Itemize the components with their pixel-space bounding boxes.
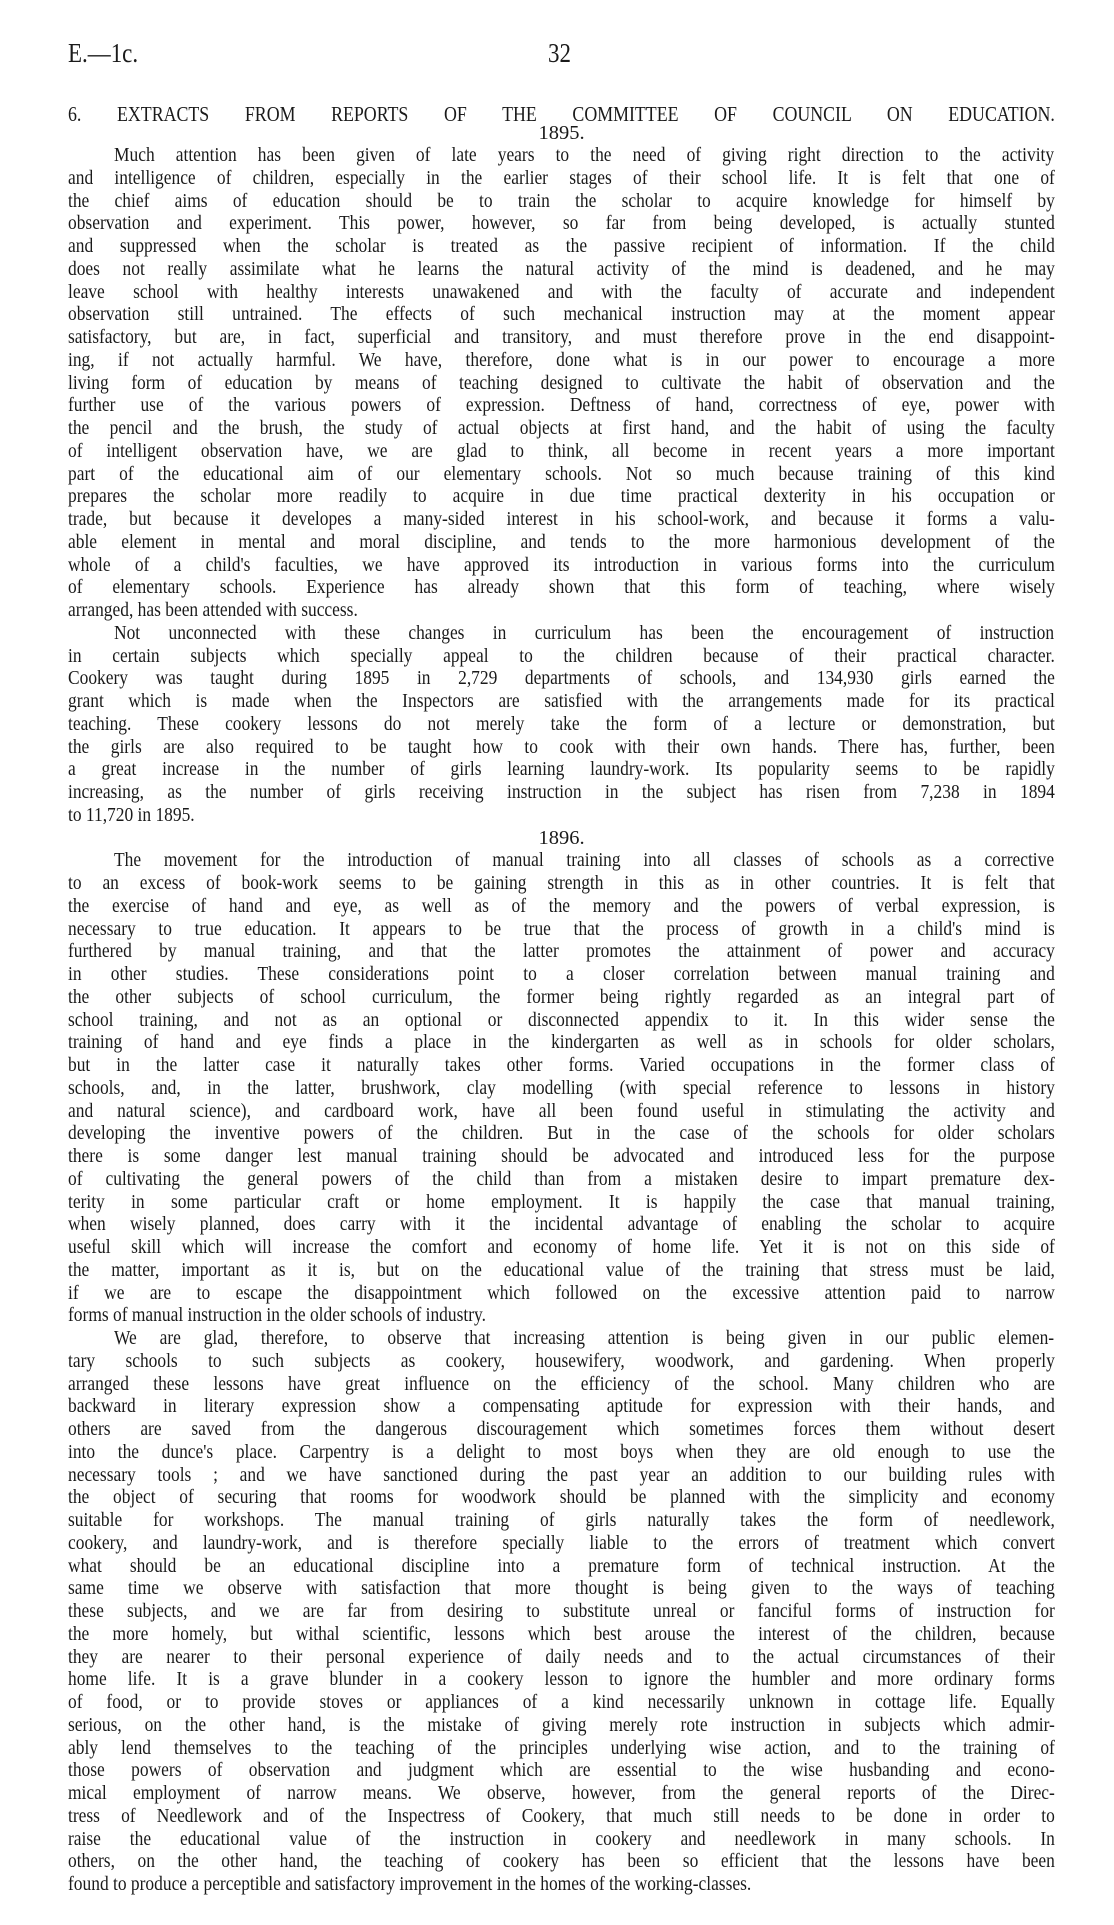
text-line <box>68 326 1055 349</box>
text-line <box>68 1600 1055 1623</box>
text-line-content: those powers of observation and judgment which are essential to the wise husbanding and econo- <box>68 1759 1055 1782</box>
text-line <box>68 1395 1055 1418</box>
text-line <box>68 1759 1055 1782</box>
text-line <box>68 1714 1055 1737</box>
text-line <box>68 508 1055 531</box>
text-line-content: the exercise of hand and eye, as well as of the memory and the powers of verbal expression, is <box>68 894 1055 917</box>
text-line <box>68 1100 1055 1123</box>
text-line <box>68 463 1055 486</box>
text-line-content: tress of Needlework and of the Inspectress of Cookery, that much still needs to be done in order to <box>68 1804 1055 1827</box>
text-line-content: to 11,720 in 1895. <box>68 803 195 826</box>
text-line <box>68 1418 1055 1441</box>
text-line <box>68 144 1055 167</box>
text-line <box>68 758 1055 781</box>
text-line-content: and suppressed when the scholar is treated as the passive recipient of information. If the child <box>68 235 1055 257</box>
text-line-content: a great increase in the number of girls learning laundry-work. Its popularity seems to be rapidly <box>68 758 1055 781</box>
text-line <box>68 804 1055 827</box>
text-line <box>68 167 1055 190</box>
text-line <box>68 576 1055 599</box>
text-line <box>68 645 1055 668</box>
text-line <box>68 1850 1055 1873</box>
text-line-content: whole of a child's faculties, we have approved its introduction in various forms into the curriculum <box>68 553 1055 576</box>
text-line-content: necessary to true education. It appears to be true that the process of growth in a child's mind is <box>68 917 1055 940</box>
text-line-content: increasing, as the number of girls receiving instruction in the subject has risen from 7,238 in 1894 <box>68 781 1055 803</box>
text-line-content: does not really assimilate what he learns the natural activity of the mind is deadened, and he may <box>68 257 1055 280</box>
document-reference: E.—1c. <box>68 38 139 68</box>
text-line-content: necessary tools ; and we have sanctioned during the past year an addition to our building rules with <box>68 1463 1055 1486</box>
text-line-content: of food, or to provide stoves or appliances of a kind necessarily unknown in cottage life. Equally <box>68 1691 1055 1713</box>
section-title-text: 6. EXTRACTS FROM REPORTS OF THE COMMITTEE OF COUNCIL ON EDUCATION. <box>68 102 1055 126</box>
text-line <box>68 349 1055 372</box>
text-line-content: suitable for workshops. The manual training of girls naturally takes the form of needlework, <box>68 1509 1055 1531</box>
text-line-content: of cultivating the general powers of the child than from a mistaken desire to impart premature dex- <box>68 1167 1055 1190</box>
text-line <box>68 212 1055 235</box>
text-line <box>68 1282 1055 1305</box>
text-line <box>68 1031 1055 1054</box>
text-line <box>68 1304 1055 1327</box>
text-line <box>68 1623 1055 1646</box>
text-line-content: school training, and not as an optional or disconnected appendix to it. In this wider sense the <box>68 1008 1055 1031</box>
text-line-content: furthered by manual training, and that the latter promotes the attainment of power and accuracy <box>68 940 1055 963</box>
text-line <box>68 258 1055 281</box>
text-line <box>68 1236 1055 1259</box>
text-line-content: leave school with healthy interests unawakened and with the faculty of accurate and independent <box>68 280 1055 303</box>
text-line <box>68 1828 1055 1851</box>
text-line <box>68 1168 1055 1191</box>
text-line <box>68 781 1055 804</box>
text-line <box>68 599 1055 622</box>
text-line-content: of elementary schools. Experience has already shown that this form of teaching, where wisely <box>68 576 1055 599</box>
text-line-content: prepares the scholar more readily to acquire in due time practical dexterity in his occupation or <box>68 485 1055 508</box>
text-line-content: useful skill which will increase the comfort and economy of home life. Yet it is not on this side of <box>68 1236 1055 1258</box>
text-line-content: tary schools to such subjects as cookery, housewifery, woodwork, and gardening. When properly <box>68 1349 1055 1372</box>
text-line <box>68 963 1055 986</box>
text-line-content: further use of the various powers of expression. Deftness of hand, correctness of eye, power with <box>68 394 1055 417</box>
text-line <box>68 872 1055 895</box>
text-line <box>68 986 1055 1009</box>
text-line-content: if we are to escape the disappointment which followed on the excessive attention paid to narrow <box>68 1281 1055 1304</box>
text-line-content: the more homely, but withal scientific, lessons which best arouse the interest of the children, because <box>68 1622 1055 1645</box>
text-line-content: terity in some particular craft or home employment. It is happily the case that manual training, <box>68 1190 1055 1213</box>
text-line-content: the chief aims of education should be to train the scholar to acquire knowledge for himself by <box>68 189 1055 212</box>
year-heading-1896: 1896. <box>538 826 585 849</box>
text-line <box>68 190 1055 213</box>
text-line-content: serious, on the other hand, is the mistake of giving merely rote instruction in subjects which admir- <box>68 1713 1055 1736</box>
text-line-content: the pencil and the brush, the study of actual objects at first hand, and the habit of using the faculty <box>68 417 1055 439</box>
text-line-content: they are nearer to their personal experience of daily needs and to the actual circumstances of their <box>68 1645 1055 1668</box>
text-line <box>68 1145 1055 1168</box>
text-line-content: there is some danger lest manual training should be advocated and introduced less for the purpose <box>68 1145 1055 1167</box>
text-line-content: Much attention has been given of late years to the need of giving right direction to the activity <box>114 144 1055 166</box>
text-line-content: ably lend themselves to the teaching of the principles underlying wise action, and to the training of <box>68 1736 1055 1759</box>
text-line <box>68 1213 1055 1236</box>
text-line-content: We are glad, therefore, to observe that increasing attention is being given in our public elemen- <box>114 1327 1055 1349</box>
text-line <box>68 1691 1055 1714</box>
text-line <box>68 1327 1055 1350</box>
text-line-content: when wisely planned, does carry with it the incidental advantage of enabling the scholar to acquire <box>68 1213 1055 1236</box>
text-line-content: same time we observe with satisfaction that more thought is being given to the ways of teaching <box>68 1577 1055 1600</box>
text-line <box>68 1509 1055 1532</box>
text-line-content: in certain subjects which specially appeal to the children because of their practical character. <box>68 644 1055 667</box>
text-line-content: mical employment of narrow means. We observe, however, from the general reports of the Direc- <box>68 1782 1055 1804</box>
text-line-content: observation and experiment. This power, however, so far from being developed, is actually stunted <box>68 212 1055 235</box>
text-line-content: Not unconnected with these changes in curriculum has been the encouragement of instruction <box>114 621 1055 644</box>
text-line <box>68 1350 1055 1373</box>
text-line <box>68 485 1055 508</box>
text-line <box>68 1077 1055 1100</box>
text-line <box>68 1441 1055 1464</box>
text-line-content: The movement for the introduction of manual training into all classes of schools as a corrective <box>114 849 1055 872</box>
text-line <box>68 554 1055 577</box>
text-line <box>68 690 1055 713</box>
text-line <box>68 1486 1055 1509</box>
text-line-content: these subjects, and we are far from desiring to substitute unreal or fanciful forms of instruction for <box>68 1600 1055 1622</box>
text-line <box>68 1009 1055 1032</box>
text-line-content: teaching. These cookery lessons do not merely take the form of a lecture or demonstration, but <box>68 712 1055 735</box>
paragraph <box>68 849 1055 1327</box>
text-line-content: arranged these lessons have great influence on the efficiency of the school. Many children who are <box>68 1372 1055 1395</box>
text-line <box>68 394 1055 417</box>
text-line <box>68 622 1055 645</box>
text-line <box>68 895 1055 918</box>
text-line-content: arranged, has been attended with success. <box>68 599 358 621</box>
text-line-content: into the dunce's place. Carpentry is a delight to most boys when they are old enough to use the <box>68 1440 1055 1463</box>
text-line-content: able element in mental and moral discipline, and tends to the more harmonious development of the <box>68 530 1055 553</box>
text-line-content: schools, and, in the latter, brushwork, clay modelling (with special reference to lessons in history <box>68 1076 1055 1099</box>
paragraph <box>68 144 1055 622</box>
paragraph <box>68 1327 1055 1896</box>
text-line-content: of intelligent observation have, we are glad to think, all become in recent years a more important <box>68 439 1055 462</box>
text-line-content: forms of manual instruction in the older schools of industry. <box>68 1304 486 1327</box>
text-line <box>68 1737 1055 1760</box>
text-line <box>68 440 1055 463</box>
text-line-content: the matter, important as it is, but on the educational value of the training that stress must be laid, <box>68 1258 1055 1281</box>
paragraph <box>68 622 1055 827</box>
text-line-content: what should be an educational discipline into a premature form of technical instruction. At the <box>68 1554 1055 1577</box>
text-line <box>68 849 1055 872</box>
text-line-content: the girls are also required to be taught how to cook with their own hands. There has, further, been <box>68 735 1055 758</box>
text-line-content: developing the inventive powers of the children. But in the case of the schools for older scholars <box>68 1122 1055 1145</box>
page-number: 32 <box>548 38 571 68</box>
text-line-content: to an excess of book-work seems to be gaining strength in this as in other countries. It is felt that <box>68 872 1055 894</box>
text-line-content: backward in literary expression show a compensating aptitude for expression with their hands, and <box>68 1395 1055 1418</box>
text-line-content: living form of education by means of teaching designed to cultivate the habit of observation and the <box>68 371 1055 394</box>
text-line-content: found to produce a perceptible and satisfactory improvement in the homes of the working-classes. <box>68 1873 752 1895</box>
text-line-content: home life. It is a grave blunder in a cookery lesson to ignore the humbler and more ordinary forms <box>68 1668 1055 1691</box>
text-line-content: grant which is made when the Inspectors are satisfied with the arrangements made for its practical <box>68 690 1055 712</box>
text-line <box>68 1646 1055 1669</box>
text-line-content: but in the latter case it naturally takes other forms. Varied occupations in the former class of <box>68 1054 1055 1076</box>
text-line <box>68 531 1055 554</box>
text-line-content: trade, but because it developes a many-sided interest in his school-work, and because it forms a valu- <box>68 508 1055 530</box>
text-line-content: training of hand and eye finds a place in the kindergarten as well as in schools for older scholars, <box>68 1031 1055 1054</box>
text-line-content: Cookery was taught during 1895 in 2,729 departments of schools, and 134,930 girls earned the <box>68 667 1055 690</box>
text-line <box>68 372 1055 395</box>
year-heading-1895: 1895. <box>538 122 585 144</box>
text-line <box>68 1873 1055 1896</box>
text-line <box>68 1191 1055 1214</box>
text-line <box>68 1668 1055 1691</box>
text-line <box>68 281 1055 304</box>
text-line <box>68 235 1055 258</box>
text-line-content: ing, if not actually harmful. We have, therefore, done what is in our power to encourage a more <box>68 348 1055 371</box>
text-line-content: raise the educational value of the instruction in cookery and needlework in many schools. In <box>68 1827 1055 1850</box>
text-line <box>68 1577 1055 1600</box>
text-line-content: the object of securing that rooms for woodwork should be planned with the simplicity and economy <box>68 1486 1055 1509</box>
text-line <box>68 1464 1055 1487</box>
text-line <box>68 1555 1055 1578</box>
text-line-content: and intelligence of children, especially in the earlier stages of their school life. It is felt that one of <box>68 166 1055 189</box>
text-line <box>68 1532 1055 1555</box>
text-line <box>68 1373 1055 1396</box>
text-line <box>68 736 1055 759</box>
text-line <box>68 1054 1055 1077</box>
text-line-content: part of the educational aim of our elementary schools. Not so much because training of this kind <box>68 462 1055 485</box>
text-line-content: cookery, and laundry-work, and is therefore specially liable to the errors of treatment which convert <box>68 1531 1055 1554</box>
text-line <box>68 1782 1055 1805</box>
document-body <box>68 144 1055 1896</box>
text-line <box>68 1805 1055 1828</box>
text-line-content: others, on the other hand, the teaching of cookery has been so efficient that the lessons have been <box>68 1850 1055 1873</box>
text-line-content: observation still untrained. The effects of such mechanical instruction may at the moment appear <box>68 303 1055 326</box>
text-line <box>68 918 1055 941</box>
text-line <box>68 713 1055 736</box>
text-line-content: and natural science), and cardboard work, have all been found useful in stimulating the activity and <box>68 1099 1055 1122</box>
text-line <box>68 1122 1055 1145</box>
text-line-content: satisfactory, but are, in fact, superficial and transitory, and must therefore prove in the end disappoint- <box>68 326 1055 348</box>
text-line <box>68 417 1055 440</box>
text-line <box>68 940 1055 963</box>
text-line <box>68 303 1055 326</box>
text-line <box>68 667 1055 690</box>
text-line <box>68 1259 1055 1282</box>
text-line-content: others are saved from the dangerous discouragement which sometimes forces them without desert <box>68 1418 1055 1440</box>
text-line-content: the other subjects of school curriculum, the former being rightly regarded as an integral part of <box>68 985 1055 1008</box>
text-line-content: in other studies. These considerations point to a closer correlation between manual training and <box>68 963 1055 985</box>
